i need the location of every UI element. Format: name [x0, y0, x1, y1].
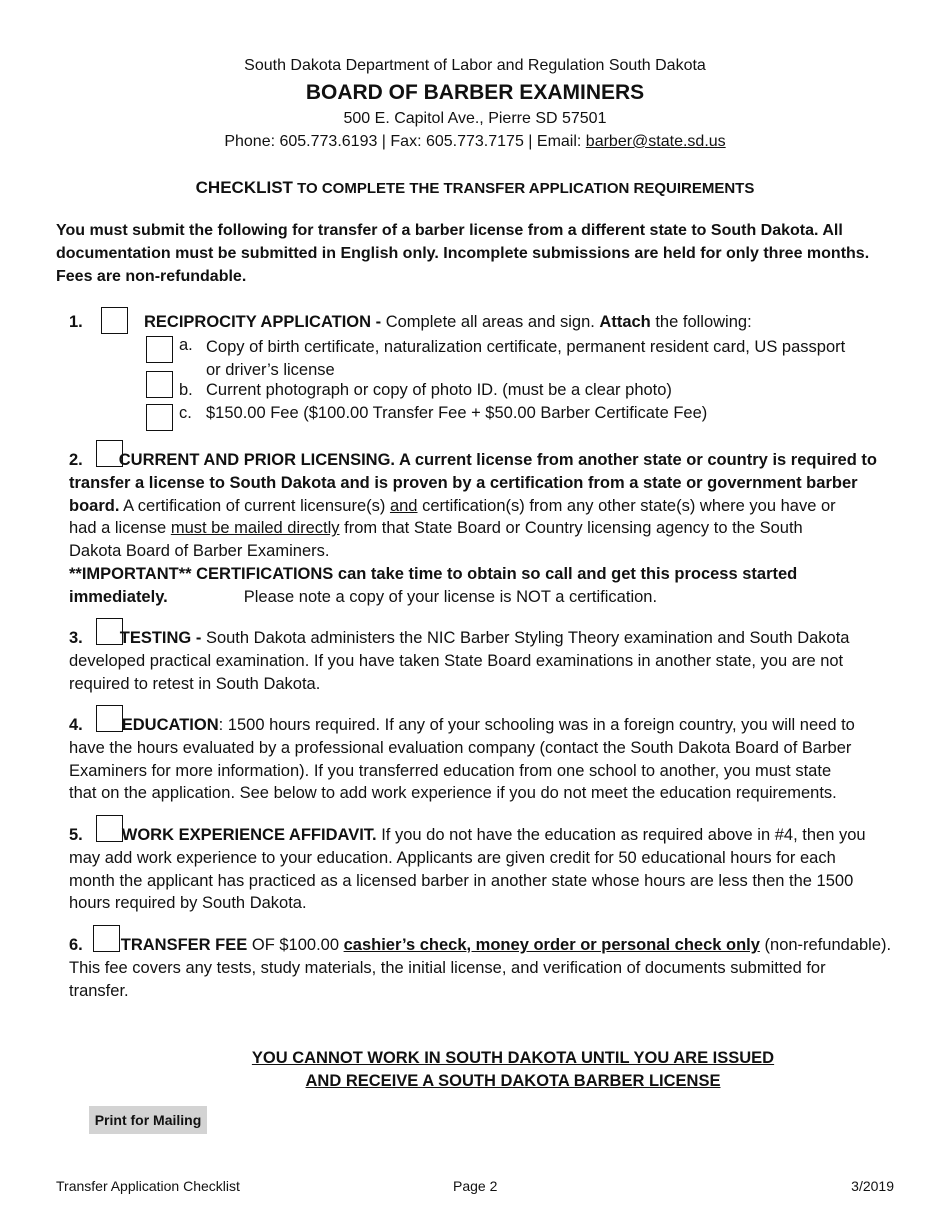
item-3-line: required to retest in South Dakota. — [69, 674, 321, 693]
checklist-title — [0, 178, 950, 198]
item-2-note: Please note a copy of your license is NOT a certification. — [243, 587, 658, 606]
item-2-line: Dakota Board of Barber Examiners. — [69, 542, 330, 561]
item-2-line: transfer a license to South Dakota and is proven by a certification from a state or government barber — [69, 473, 858, 492]
item-4-text: : 1500 hours required. If any of your schooling was in a foreign country, you will need to — [218, 716, 855, 734]
item-2-text: A certification of current licensure(s) — [119, 496, 390, 515]
item-1-text: Complete all areas and sign. — [381, 313, 600, 331]
item-1-heading-line — [144, 313, 752, 332]
item-4-line: that on the application. See below to add work experience if you do not meet the education requirements. — [69, 784, 837, 803]
item-6-payment-methods: cashier’s check, money order or personal check only — [343, 936, 760, 954]
item-6-line: transfer. — [69, 981, 129, 1000]
intro-line: Fees are non-refundable. — [56, 267, 247, 285]
item-2-text: had a license — [69, 519, 171, 538]
item-5-line: month the applicant has practiced as a licensed barber in another state whose hours are less then the 1500 — [69, 871, 854, 890]
item-1a-letter: a. — [179, 336, 193, 354]
item-5-paragraph — [69, 824, 866, 915]
item-2-number: 2. — [69, 451, 83, 469]
item-4-line: have the hours evaluated by a professional evaluation company (contact the South Dakota Board of Barber — [69, 738, 852, 757]
contact-line — [0, 133, 950, 151]
item-2-text: certification(s) from any other state(s) where you have or — [417, 496, 836, 515]
item-5-line: hours required by South Dakota. — [69, 894, 307, 913]
item-3-number: 3. — [69, 629, 83, 647]
department-name: South Dakota Department of Labor and Regulation South Dakota — [244, 57, 706, 74]
item-6-line: This fee covers any tests, study materials, the initial license, and verification of documents submitted for — [69, 958, 826, 977]
checklist-title-lead: CHECKLIST — [195, 178, 293, 197]
item-1a-line: Copy of birth certificate, naturalization certificate, permanent resident card, US passport — [206, 338, 846, 356]
item-1-tail: the following: — [650, 313, 752, 331]
item-5-line: may add work experience to your education. Applicants are given credit for 50 educational hours for each — [69, 848, 836, 867]
print-for-mailing-button[interactable]: Print for Mailing — [89, 1106, 207, 1134]
item-4-number: 4. — [69, 716, 83, 734]
board-title: BOARD OF BARBER EXAMINERS — [305, 81, 645, 104]
item-6-paragraph — [69, 934, 891, 1002]
email-link[interactable]: barber@state.sd.us — [585, 133, 726, 150]
item-6-tail: (non-refundable). — [759, 936, 892, 954]
item-5-number: 5. — [69, 826, 83, 844]
footer-date: 3/2019 — [851, 1178, 894, 1194]
item-1-checkbox[interactable] — [101, 307, 128, 334]
item-6-amount: OF $100.00 — [247, 936, 344, 954]
item-2-and: and — [389, 496, 418, 515]
item-2-paragraph — [69, 449, 877, 609]
item-1b-checkbox[interactable] — [146, 371, 173, 398]
contact-numbers: Phone: 605.773.6193 | Fax: 605.773.7175 | Email: — [224, 133, 586, 150]
item-2-important: **IMPORTANT** CERTIFICATIONS can take time to obtain so call and get this process started — [69, 564, 798, 583]
item-2-board: board. — [69, 496, 120, 515]
intro-line: documentation must be submitted in English only. Incomplete submissions are held for only three months. — [56, 244, 870, 262]
intro-paragraph — [56, 220, 869, 288]
item-5-text: If you do not have the education as required above in #4, then you — [376, 826, 866, 844]
item-4-heading: EDUCATION — [121, 716, 219, 734]
board-address: 500 E. Capitol Ave., Pierre SD 57501 — [343, 110, 607, 127]
item-1a-text — [206, 336, 845, 382]
item-1-number: 1. — [69, 313, 83, 331]
item-3-text: South Dakota administers the NIC Barber Styling Theory examination and South Dakota — [201, 629, 850, 647]
item-4-paragraph — [69, 714, 855, 805]
footer-page-number: Page 2 — [453, 1178, 498, 1194]
item-3-line: developed practical examination. If you have taken State Board examinations in another state, you are not — [69, 651, 844, 670]
item-1a-line: or driver’s license — [206, 360, 335, 379]
item-1-heading: RECIPROCITY APPLICATION - — [144, 313, 382, 331]
item-1b-text: Current photograph or copy of photo ID. (must be a clear photo) — [206, 381, 672, 399]
item-2-immediately: immediately. — [69, 587, 168, 606]
work-warning-line: AND RECEIVE A SOUTH DAKOTA BARBER LICENSE — [305, 1072, 721, 1090]
item-1a-checkbox[interactable] — [146, 336, 173, 363]
item-2-mailed-directly: must be mailed directly — [170, 519, 340, 538]
intro-line: You must submit the following for transfer of a barber license from a different state to South Dakota. All — [56, 222, 843, 239]
item-3-heading: TESTING - — [119, 629, 202, 647]
item-1-attach: Attach — [599, 313, 651, 331]
item-5-heading: WORK EXPERIENCE AFFIDAVIT. — [121, 826, 377, 844]
item-4-line: Examiners for more information). If you transferred education from one school to another, you must state — [69, 761, 832, 780]
item-1c-checkbox[interactable] — [146, 404, 173, 431]
footer-document-name: Transfer Application Checklist — [56, 1178, 240, 1194]
item-1b-letter: b. — [179, 381, 193, 399]
work-warning — [0, 1047, 950, 1093]
item-2-heading: CURRENT AND PRIOR LICENSING. A current license from another state or country is required to — [118, 451, 877, 469]
item-6-number: 6. — [69, 936, 83, 954]
item-6-heading: TRANSFER FEE — [120, 936, 248, 954]
item-1c-letter: c. — [179, 404, 192, 422]
work-warning-line: YOU CANNOT WORK IN SOUTH DAKOTA UNTIL YOU ARE ISSUED — [251, 1049, 775, 1067]
item-2-text: from that State Board or Country licensing agency to the South — [339, 519, 803, 538]
item-3-paragraph — [69, 627, 849, 695]
item-1c-text: $150.00 Fee ($100.00 Transfer Fee + $50.00 Barber Certificate Fee) — [206, 404, 708, 422]
checklist-title-rest: TO COMPLETE THE TRANSFER APPLICATION REQUIREMENTS — [292, 180, 755, 197]
